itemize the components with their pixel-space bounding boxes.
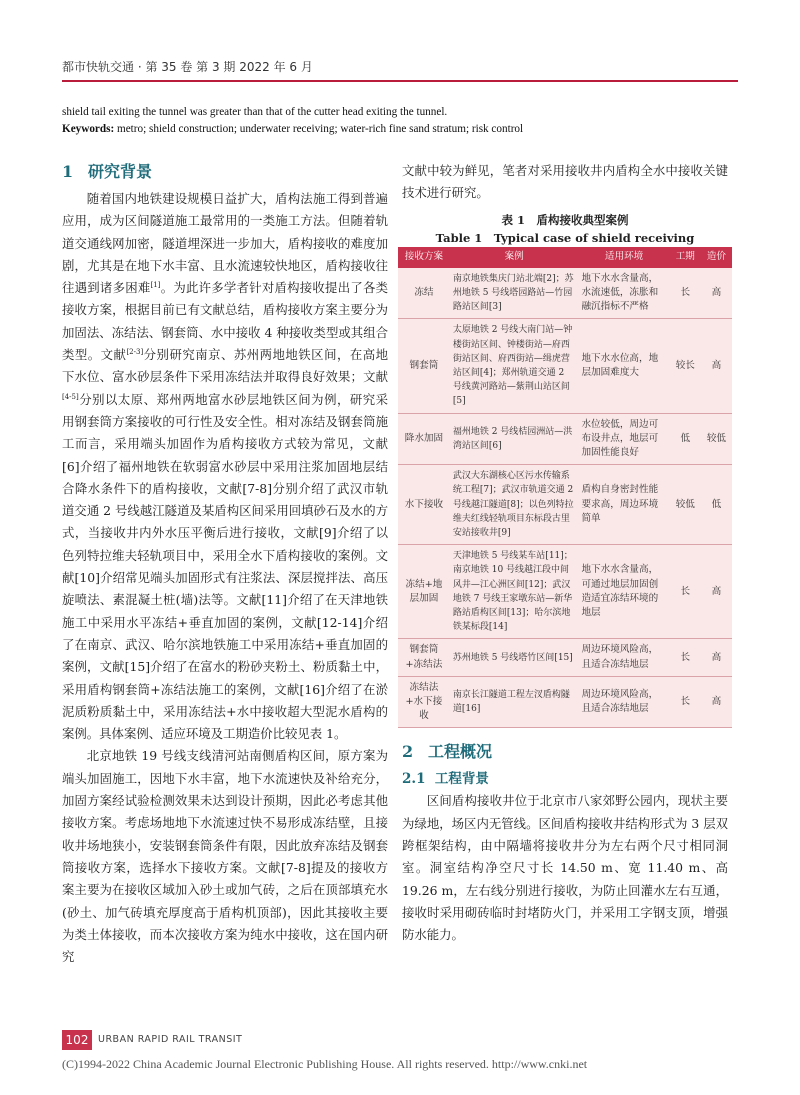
- section-1-paragraph-1: 随着国内地铁建设规模日益扩大，盾构法施工得到普遍应用，成为区间隧道施工最常用的一类施工方法。但随着轨道交通线网加密，隧道埋深进一步加大，盾构接收的难度加剧，尤其是在地下水丰富、且水流速较快地区，盾构接收往往遇到诸多困难[1]。为此许多学者针对盾构接收提出了各类接收方案，根据目前已有文献总结，盾构接收方案主要分为加固法、冻结法、钢套筒、水中接收 4 种接收类型或其组合类型。文献[2-3]分别研究南京、苏州两地地铁区间，在高地下水位、富水砂层条件下采用冻结法并取得良好效果；文献[4-5]分别以太原、郑州两地富水砂层地铁区间为例，研究采用钢套筒方案接收的可行性及安全性。相对冻结及钢套筒施工而言，采用端头加固作为盾构接收方式较为常见，文献[6]介绍了福州地铁在软弱富水砂层中采用注浆加固地层结合降水条件下的盾构接收，文献[7-8]分别介绍了武汉市轨道交通 2 号线越江隧道及某盾构区间采用回填砂石及水的方式，当接收井内外水压平衡后进行接收，文献[9]介绍了以色列特拉维夫轻轨项目中，采用全水下盾构接收的案例。文献[10]介绍常见端头加固形式有注浆法、深层搅拌法、高压旋喷法、素混凝土桩(墙)法等。文献[11]介绍了在天津地铁施工中采用水平冻结+垂直加固的案例，文献[12-14]介绍了在南京、武汉、哈尔滨地铁施工中采用冻结+垂直加固的案例，文献[15]介绍了在富水的粉砂夹粉土、粉质黏土中，采用盾构钢套筒+冻结法施工的案例，文献[16]介绍了在淤泥质粉质黏土中，采用冻结法+水中接收超大型泥水盾构的案例。具体案例、适应环境及工期造价比较见表 1。: [62, 191, 389, 742]
- table-row: 水下接收 武汉大东湖核心区污水传输系统工程[7]；武汉市轨道交通 2 号线越江隧道[8]；以色列特拉维夫红线轻轨项目东标段古里安站接收井[9] 盾构自身密封性能要求高，周边环境简单 较低 低: [398, 465, 732, 545]
- table-row: 冻结+地层加固 天津地铁 5 号线某车站[11]；南京地铁 10 号线越江段中间风井—江心洲区间[12]；武汉地铁 7 号线王家墩东站—新华路站盾构区间[13]；哈尔滨地铁某标段[14] 地下水水含量高，可通过地层加固创造适宜冻结环境的地层 长 高: [398, 545, 732, 639]
- journal-name-en: URBAN RAPID RAIL TRANSIT: [98, 1034, 243, 1045]
- subsection-number: 2.1: [402, 771, 426, 788]
- section-1-paragraph-2: 北京地铁 19 号线支线清河站南侧盾构区间，原方案为端头加固施工，因地下水丰富，地下水流速快及补给充分，加固方案经试验检测效果未达到设计预期，因此必考虑其他接收方案。考虑场地地下水流速过快不易形成冻结壁，且接收井场地狭小，安装钢套筒条件有限，因此放弃冻结及钢套筒接收方案，选择水下接收方案。文献[7-8]提及的接收方案主要为在接收区域加入砂土或加气砖，之后在顶部填充水(砂土、加气砖填充厚度高于盾构机顶部)，因此其接收主要为类土体接收，而本次接收方案为纯水中接收，这在国内研究: [62, 748, 388, 965]
- page-number: 102: [62, 1030, 92, 1050]
- table-header-row: [398, 247, 732, 268]
- table-header-cell: 造价: [701, 247, 732, 268]
- table-1-title-en: Table 1 Typical case of shield receiving: [435, 230, 695, 245]
- table-1-title-cn: 表 1 盾构接收典型案例: [501, 212, 629, 227]
- table-row: 降水加固 福州地铁 2 号线桔园洲站—洪湾站区间[6] 水位较低，周边可布设井点，地层可加固性能良好 低 较低: [398, 413, 732, 465]
- section-1-paragraph-3: 文献中较为鲜见，笔者对采用接收井内盾构全水中接收关键技术进行研究。: [402, 163, 728, 201]
- left-column: [62, 160, 388, 968]
- section-number: 1: [62, 162, 74, 181]
- section-1-heading: [62, 160, 388, 184]
- section-title: 工程概况: [428, 742, 493, 762]
- table-header-cell: 案例: [450, 247, 579, 268]
- table-row: 钢套筒+冻结法 苏州地铁 5 号线塔竹区间[15] 周边环境风险高，且适合冻结地层 长 高: [398, 639, 732, 676]
- section-number: 2: [402, 742, 414, 762]
- section-2-paragraph: 区间盾构接收井位于北京市八家郊野公园内，现状主要为绿地，场区内无管线。区间盾构接收井结构形式为 3 层双跨框架结构，由中隔墙将接收井分为左右两个尺寸相同洞室。洞室结构净空尺寸长 14.50 m、宽 11.40 m、高 19.26 m，左右线分别进行接收，为防止回灌水左右互通，接收时采用砌砖临时封堵防火门，并采用工字钢支顶，增强防水能力。: [402, 793, 728, 943]
- copyright-line: (C)1994-2022 China Academic Journal Electronic Publishing House. All rights reserved. http://www.cnki.net: [62, 1057, 588, 1071]
- subsection-title: 工程背景: [434, 771, 489, 788]
- section-2-heading: [402, 740, 728, 764]
- table-row: 钢套筒 太原地铁 2 号线大南门站—钟楼街站区间、钟楼街站—府西街站区间、府西街站—缉虎营站区间[4]；郑州轨道交通 2 号线黄河路站—紫荆山站区间[5] 地下水水位高，地层加固难度大 较长 高: [398, 319, 732, 413]
- abstract-tail: shield tail exiting the tunnel was greater than that of the cutter head exiting the tunnel.: [62, 106, 448, 118]
- section-title: 研究背景: [88, 162, 153, 181]
- keywords-text: metro; shield construction; underwater receiving; water-rich fine sand stratum; risk control: [114, 123, 524, 135]
- table-1: [398, 247, 732, 729]
- right-column: [402, 160, 728, 947]
- header-rule: [62, 80, 738, 82]
- table-row: 冻结法+水下接收 南京长江隧道工程左汊盾构隧道[16] 周边环境风险高，且适合冻结地层 长 高: [398, 676, 732, 728]
- table-row: 冻结 南京地铁集庆门站北端[2]；苏州地铁 5 号线塔园路站—竹园路站区间[3] 地下水水含量高，水流速低，冻胀和融沉指标不严格 长 高: [398, 267, 732, 319]
- table-header-cell: 适用环境: [578, 247, 669, 268]
- table-header-cell: 工期: [670, 247, 701, 268]
- keywords-line: [62, 121, 742, 138]
- running-header: 都市快轨交通 · 第 35 卷 第 3 期 2022 年 6 月: [62, 60, 313, 74]
- table-header-cell: 接收方案: [398, 247, 450, 268]
- subsection-2-1-heading: [402, 768, 728, 790]
- keywords-label: Keywords:: [62, 123, 115, 135]
